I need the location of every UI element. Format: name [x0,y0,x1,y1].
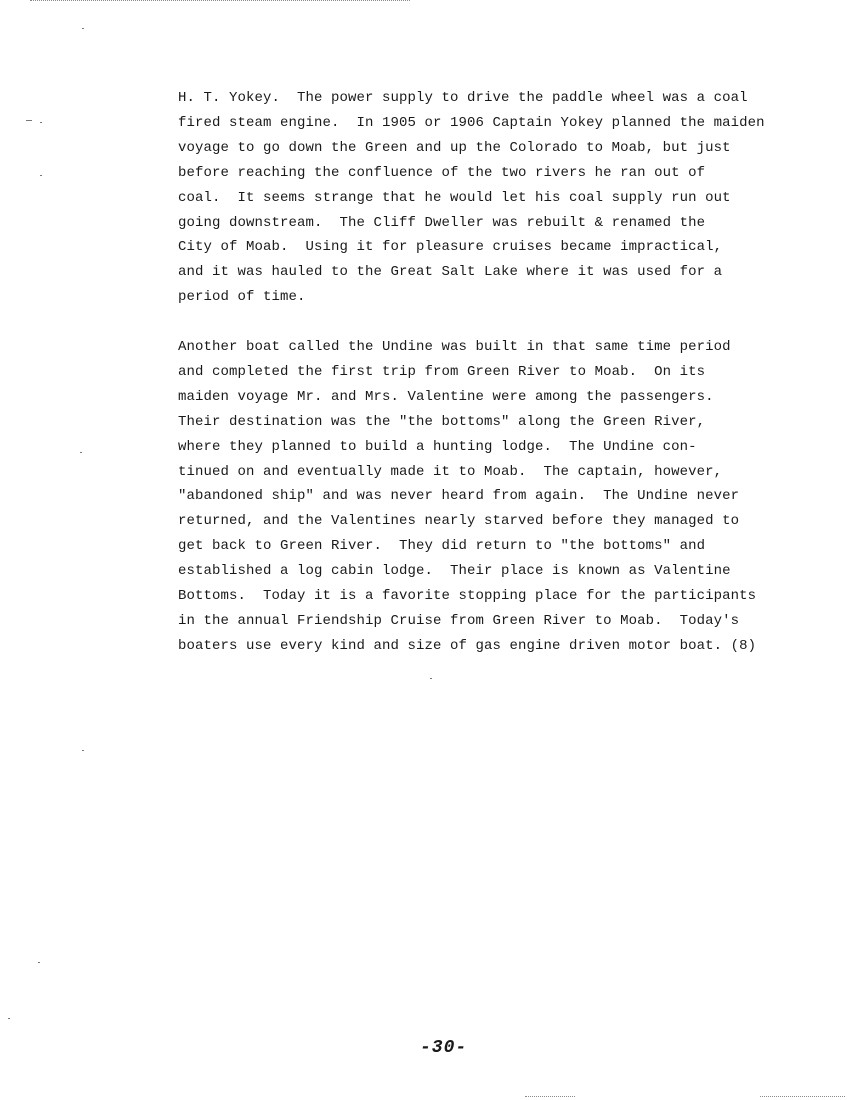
scan-artifact-top [30,0,410,3]
text-line: Their destination was the "the bottoms" along the Green River, [178,413,706,430]
scan-artifact-bottom [525,1096,575,1098]
text-line: in the annual Friendship Cruise from Green River to Moab. Today's [178,613,740,630]
text-line: going downstream. The Cliff Dweller was rebuilt & renamed the [178,214,706,231]
scan-speck [38,962,40,963]
text-line: period of time. [178,289,306,306]
text-line: established a log cabin lodge. Their place is known as Valentine [178,563,731,580]
scan-speck [26,120,32,121]
text-line: and completed the first trip from Green River to Moab. On its [178,363,706,380]
scan-speck [82,28,84,29]
text-line: Another boat called the Undine was built in that same time period [178,339,731,356]
text-line: coal. It seems strange that he would let his coal supply run out [178,189,731,206]
paragraph [178,86,778,310]
scan-speck [82,750,84,751]
text-line: tinued on and eventually made it to Moab. The captain, however, [178,463,723,480]
scan-speck [80,452,82,453]
scan-speck [8,1018,10,1019]
paragraph [178,335,778,659]
page-number: -30- [420,1038,468,1058]
text-line: City of Moab. Using it for pleasure cruises became impractical, [178,239,723,256]
paragraph-spacer [178,310,778,335]
body-text [178,86,778,659]
scan-artifact-bottom [760,1096,845,1098]
text-line: boaters use every kind and size of gas engine driven motor boat. (8) [178,637,757,654]
text-line: before reaching the confluence of the two rivers he ran out of [178,164,706,181]
text-line: voyage to go down the Green and up the Colorado to Moab, but just [178,139,731,156]
text-line: maiden voyage Mr. and Mrs. Valentine were among the passengers. [178,388,714,405]
text-line: H. T. Yokey. The power supply to drive the paddle wheel was a coal [178,90,748,106]
text-line: Bottoms. Today it is a favorite stopping place for the participants [178,588,757,605]
text-line: fired steam engine. In 1905 or 1906 Captain Yokey planned the maiden [178,114,765,131]
text-line: "abandoned ship" and was never heard from again. The Undine never [178,488,740,505]
scan-speck [40,122,42,123]
text-line: where they planned to build a hunting lodge. The Undine con- [178,438,697,455]
text-line: returned, and the Valentines nearly starved before they managed to [178,513,740,530]
scan-speck [40,175,42,176]
text-line: get back to Green River. They did return to "the bottoms" and [178,538,706,555]
text-line: and it was hauled to the Great Salt Lake where it was used for a [178,264,723,281]
scan-speck [430,678,432,679]
